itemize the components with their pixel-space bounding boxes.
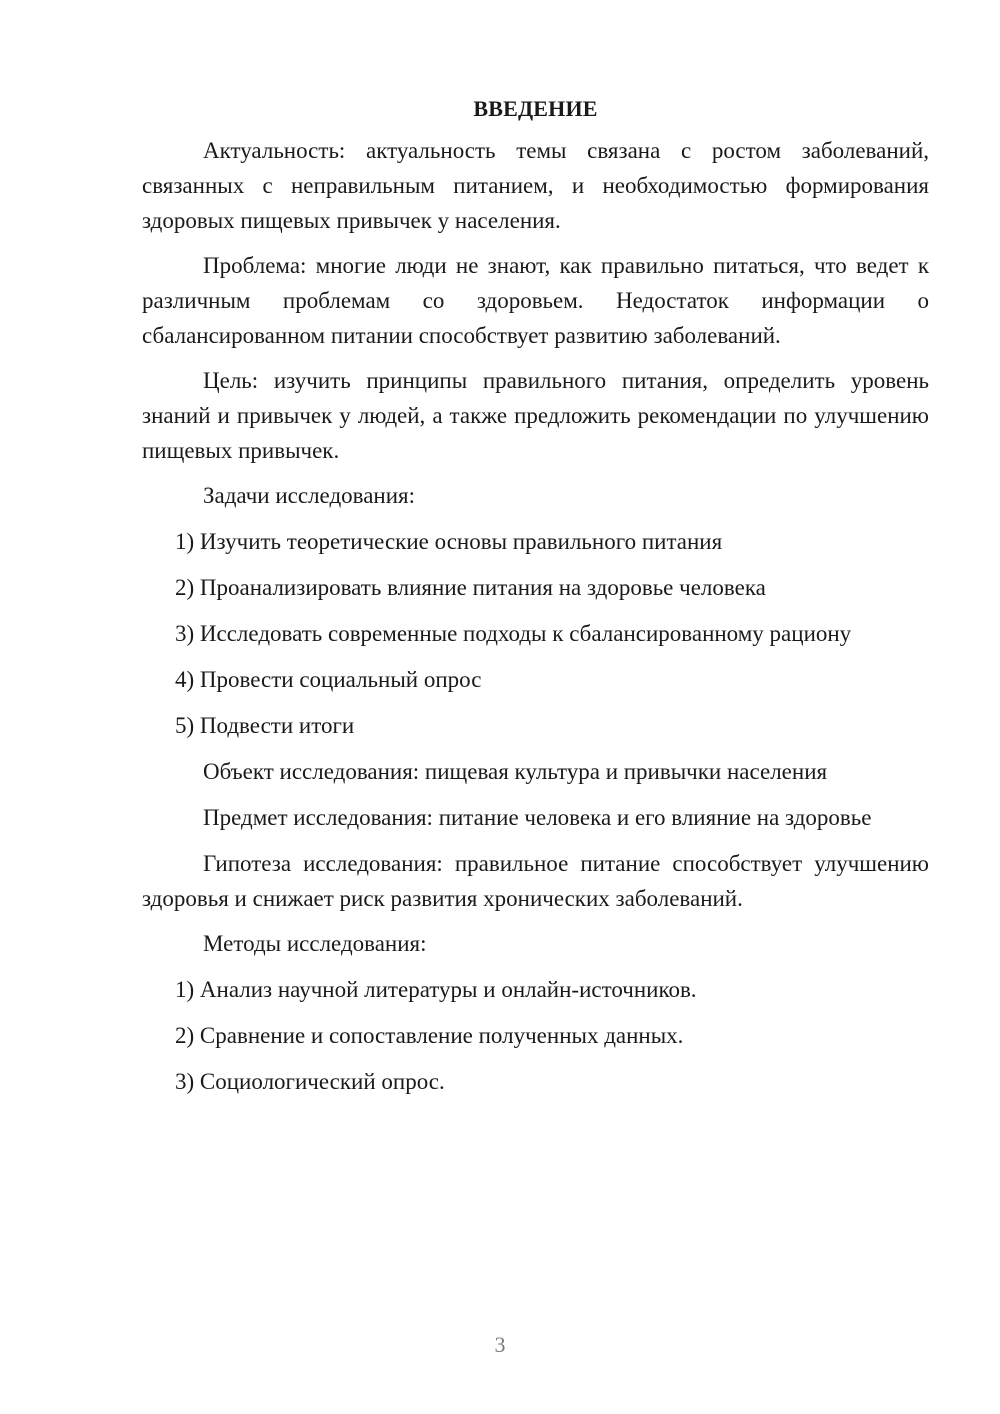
hypothesis-paragraph: Гипотеза исследования: правильное питание способствует улучшению здоровья и снижает риск развития хронических заболеваний. xyxy=(142,851,929,911)
section-title: ВВЕДЕНИЕ xyxy=(473,96,598,121)
task-item: 2) Проанализировать влияние питания на здоровье человека xyxy=(175,575,766,600)
task-item: 4) Провести социальный опрос xyxy=(175,667,482,692)
tasks-heading: Задачи исследования: xyxy=(203,483,416,508)
research-object: Объект исследования: пищевая культура и привычки населения xyxy=(203,759,828,784)
relevance-paragraph: Актуальность: актуальность темы связана с ростом заболеваний, связанных с неправильным питанием, и необходимостью формирования здоровых пищевых привычек у населения. xyxy=(142,138,929,233)
task-item: 1) Изучить теоретические основы правильного питания xyxy=(175,529,723,554)
page-number: 3 xyxy=(494,1332,506,1357)
goal-paragraph: Цель: изучить принципы правильного питания, определить уровень знаний и привычек у людей, а также предложить рекомендации по улучшению пищевых привычек. xyxy=(142,368,929,463)
method-item: 1) Анализ научной литературы и онлайн-источников. xyxy=(175,977,697,1002)
research-subject: Предмет исследования: питание человека и его влияние на здоровье xyxy=(203,805,872,830)
task-item: 3) Исследовать современные подходы к сбалансированному рациону xyxy=(175,621,852,646)
page-content xyxy=(142,94,929,1110)
problem-paragraph: Проблема: многие люди не знают, как правильно питаться, что ведет к различным проблемам со здоровьем. Недостаток информации о сбалансированном питании способствует развитию заболеваний. xyxy=(142,253,929,348)
method-item: 3) Социологический опрос. xyxy=(175,1069,445,1094)
task-item: 5) Подвести итоги xyxy=(175,713,355,738)
method-item: 2) Сравнение и сопоставление полученных данных. xyxy=(175,1023,684,1048)
methods-heading: Методы исследования: xyxy=(203,931,427,956)
